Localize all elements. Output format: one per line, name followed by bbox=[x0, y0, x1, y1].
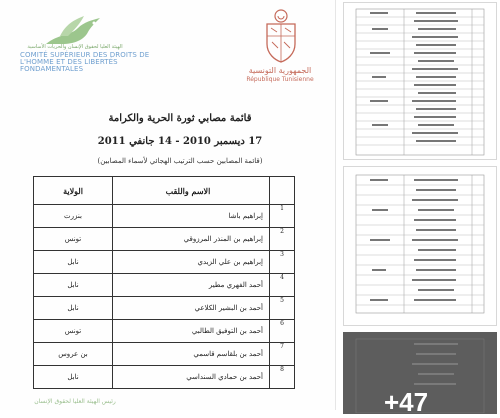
row-name: إبراهيم بن المنذر المرزوقي bbox=[113, 228, 270, 251]
row-governorate: بن عروس bbox=[34, 343, 113, 366]
row-number: 7 bbox=[270, 343, 295, 366]
thumbnail-page-2[interactable] bbox=[343, 2, 497, 160]
table-row bbox=[34, 228, 295, 251]
row-number: 1 bbox=[270, 205, 295, 228]
row-number: 4 bbox=[270, 274, 295, 297]
row-number: 3 bbox=[270, 251, 295, 274]
row-number: 2 bbox=[270, 228, 295, 251]
header-name: الاسم واللقب bbox=[113, 177, 270, 205]
table-row bbox=[34, 274, 295, 297]
footer-text: رئيس الهيئة العليا لحقوق الإنسان bbox=[34, 398, 116, 405]
header-governorate: الولاية bbox=[34, 177, 113, 205]
table-row bbox=[34, 343, 295, 366]
row-governorate: نابل bbox=[34, 366, 113, 389]
row-governorate: نابل bbox=[34, 251, 113, 274]
table-row bbox=[34, 366, 295, 389]
document-subtitle: (قائمة المصابين حسب الترتيب الهجائي لأسماء المصابين) bbox=[97, 157, 263, 165]
row-governorate: تونس bbox=[34, 228, 113, 251]
page-lines-icon bbox=[344, 3, 496, 159]
row-governorate: نابل bbox=[34, 274, 113, 297]
table-row bbox=[34, 205, 295, 228]
org-name-arabic: الهيئة العليا لحقوق الإنسان والحريات الأساسية bbox=[27, 44, 123, 50]
table-row bbox=[34, 251, 295, 274]
table-header-row bbox=[34, 177, 295, 205]
document-title: قائمة مصابي ثورة الحرية والكرامة bbox=[108, 113, 252, 124]
page-lines-icon bbox=[344, 167, 496, 325]
row-name: أحمد بن حمادي السنداسي bbox=[113, 366, 270, 389]
table-row bbox=[34, 297, 295, 320]
coat-of-arms-icon bbox=[263, 8, 299, 64]
row-number: 8 bbox=[270, 366, 295, 389]
row-name: أحمد الفهري مطير bbox=[113, 274, 270, 297]
thumbnail-gallery bbox=[343, 0, 495, 410]
republic-name-arabic: الجمهورية التونسية bbox=[248, 66, 312, 75]
more-images-count[interactable]: +47 bbox=[384, 387, 429, 417]
thumbnail-page-3[interactable] bbox=[343, 166, 497, 326]
row-name: إبراهيم باشا bbox=[113, 205, 270, 228]
row-name: أحمد بن البشير الكلاعي bbox=[113, 297, 270, 320]
row-governorate: نابل bbox=[34, 297, 113, 320]
row-governorate: بنزرت bbox=[34, 205, 113, 228]
row-name: إبراهيم بن علي الزيدي bbox=[113, 251, 270, 274]
row-name: أحمد بن بلقاسم قاسمي bbox=[113, 343, 270, 366]
table-row bbox=[34, 320, 295, 343]
row-governorate: تونس bbox=[34, 320, 113, 343]
row-number: 6 bbox=[270, 320, 295, 343]
row-name: أحمد بن التوفيق الطالبي bbox=[113, 320, 270, 343]
org-name-french: COMITÉ SUPÉRIEUR DES DROITS DE L'HOMME ET DES LIBERTÉS FONDAMENTALES bbox=[20, 51, 150, 73]
republic-name-french: République Tunisienne bbox=[246, 76, 314, 83]
row-number: 5 bbox=[270, 297, 295, 320]
injured-list-table bbox=[33, 176, 295, 389]
header-number bbox=[270, 177, 295, 205]
document-dates: 17 ديسمبر 2010 - 14 جانفي 2011 bbox=[97, 136, 263, 147]
